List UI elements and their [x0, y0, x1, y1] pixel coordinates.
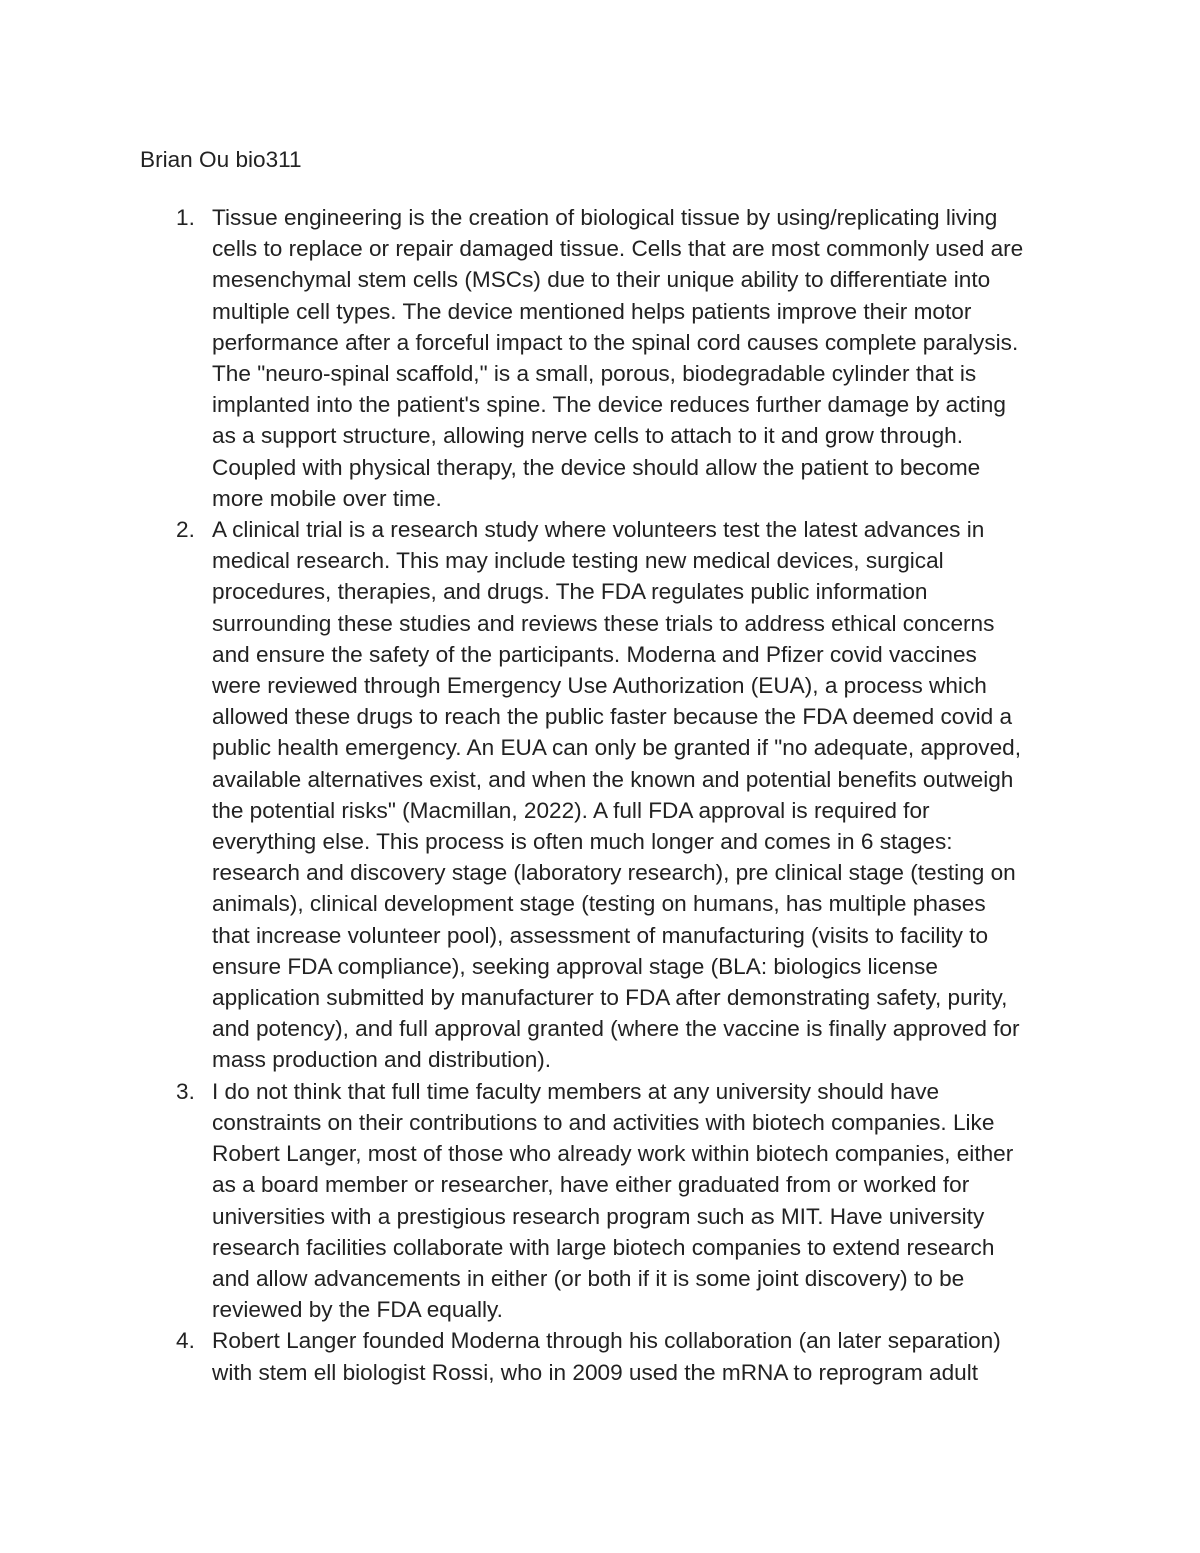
paragraph-line: I do not think that full time faculty members at any university should have: [212, 1078, 940, 1104]
paragraph-line: implanted into the patient's spine. The device reduces further damage by acting: [212, 392, 1006, 418]
list-item-number: 3.: [176, 1078, 195, 1104]
paragraph-line: and potency), and full approval granted (where the vaccine is finally approved for: [212, 1016, 1020, 1042]
paragraph-line: Robert Langer, most of those who already work within biotech companies, either: [212, 1141, 1014, 1167]
paragraph-line: A clinical trial is a research study where volunteers test the latest advances in: [212, 517, 985, 543]
paragraph-line: constraints on their contributions to and activities with biotech companies. Like: [212, 1109, 995, 1135]
numbered-list: [140, 202, 1070, 1388]
paragraph-line: allowed these drugs to reach the public faster because the FDA deemed covid a: [212, 704, 1013, 730]
paragraph-line: as a board member or researcher, have either graduated from or worked for: [212, 1172, 970, 1198]
list-item: [140, 514, 1070, 1076]
paragraph-line: The "neuro-spinal scaffold," is a small, porous, biodegradable cylinder that is: [212, 361, 977, 387]
paragraph-line: ensure FDA compliance), seeking approval stage (BLA: biologics license: [212, 953, 938, 979]
paragraph-line: procedures, therapies, and drugs. The FDA regulates public information: [212, 579, 928, 605]
paragraph-line: performance after a forceful impact to the spinal cord causes complete paralysis.: [212, 329, 1019, 355]
paragraph-line: multiple cell types. The device mentioned helps patients improve their motor: [212, 298, 972, 324]
list-item: [140, 202, 1070, 514]
paragraph-line: and ensure the safety of the participants. Moderna and Pfizer covid vaccines: [212, 641, 977, 667]
paragraph-line: with stem ell biologist Rossi, who in 2009 used the mRNA to reprogram adult: [212, 1359, 979, 1385]
paragraph-line: Robert Langer founded Moderna through his collaboration (an later separation): [212, 1328, 1001, 1354]
paragraph-line: application submitted by manufacturer to FDA after demonstrating safety, purity,: [212, 985, 1008, 1011]
paragraph-line: universities with a prestigious research program such as MIT. Have university: [212, 1203, 985, 1229]
paragraph-line: Tissue engineering is the creation of biological tissue by using/replicating living: [212, 205, 998, 230]
list-item-number: 1.: [176, 205, 195, 230]
paragraph-line: mesenchymal stem cells (MSCs) due to their unique ability to differentiate into: [212, 267, 991, 293]
paragraph-line: animals), clinical development stage (testing on humans, has multiple phases: [212, 891, 986, 917]
paragraph-line: medical research. This may include testing new medical devices, surgical: [212, 548, 944, 574]
paragraph-line: mass production and distribution).: [212, 1047, 552, 1073]
paragraph-line: Coupled with physical therapy, the device should allow the patient to become: [212, 454, 981, 480]
document-header: Brian Ou bio311: [140, 147, 302, 172]
paragraph-line: surrounding these studies and reviews these trials to address ethical concerns: [212, 610, 995, 636]
list-item: [140, 1325, 1070, 1387]
paragraph-line: research and discovery stage (laboratory research), pre clinical stage (testing on: [212, 860, 1016, 886]
list-item-number: 2.: [176, 517, 195, 543]
paragraph-line: cells to replace or repair damaged tissue. Cells that are most commonly used are: [212, 236, 1024, 262]
list-item-number: 4.: [176, 1328, 195, 1354]
paragraph-line: available alternatives exist, and when the known and potential benefits outweigh: [212, 766, 1014, 792]
paragraph-line: more mobile over time.: [212, 485, 442, 511]
list-item: [140, 1076, 1070, 1326]
paragraph-line: reviewed by the FDA equally.: [212, 1297, 503, 1323]
paragraph-line: the potential risks" (Macmillan, 2022). A full FDA approval is required for: [212, 797, 930, 823]
paragraph-line: research facilities collaborate with large biotech companies to extend research: [212, 1234, 995, 1260]
paragraph-line: everything else. This process is often much longer and comes in 6 stages:: [212, 829, 953, 855]
paragraph-line: public health emergency. An EUA can only be granted if "no adequate, approved,: [212, 735, 1021, 761]
paragraph-line: and allow advancements in either (or both if it is some joint discovery) to be: [212, 1265, 965, 1291]
paragraph-line: as a support structure, allowing nerve cells to attach to it and grow through.: [212, 423, 964, 449]
paragraph-line: that increase volunteer pool), assessment of manufacturing (visits to facility to: [212, 922, 989, 948]
paragraph-line: were reviewed through Emergency Use Authorization (EUA), a process which: [212, 673, 987, 699]
